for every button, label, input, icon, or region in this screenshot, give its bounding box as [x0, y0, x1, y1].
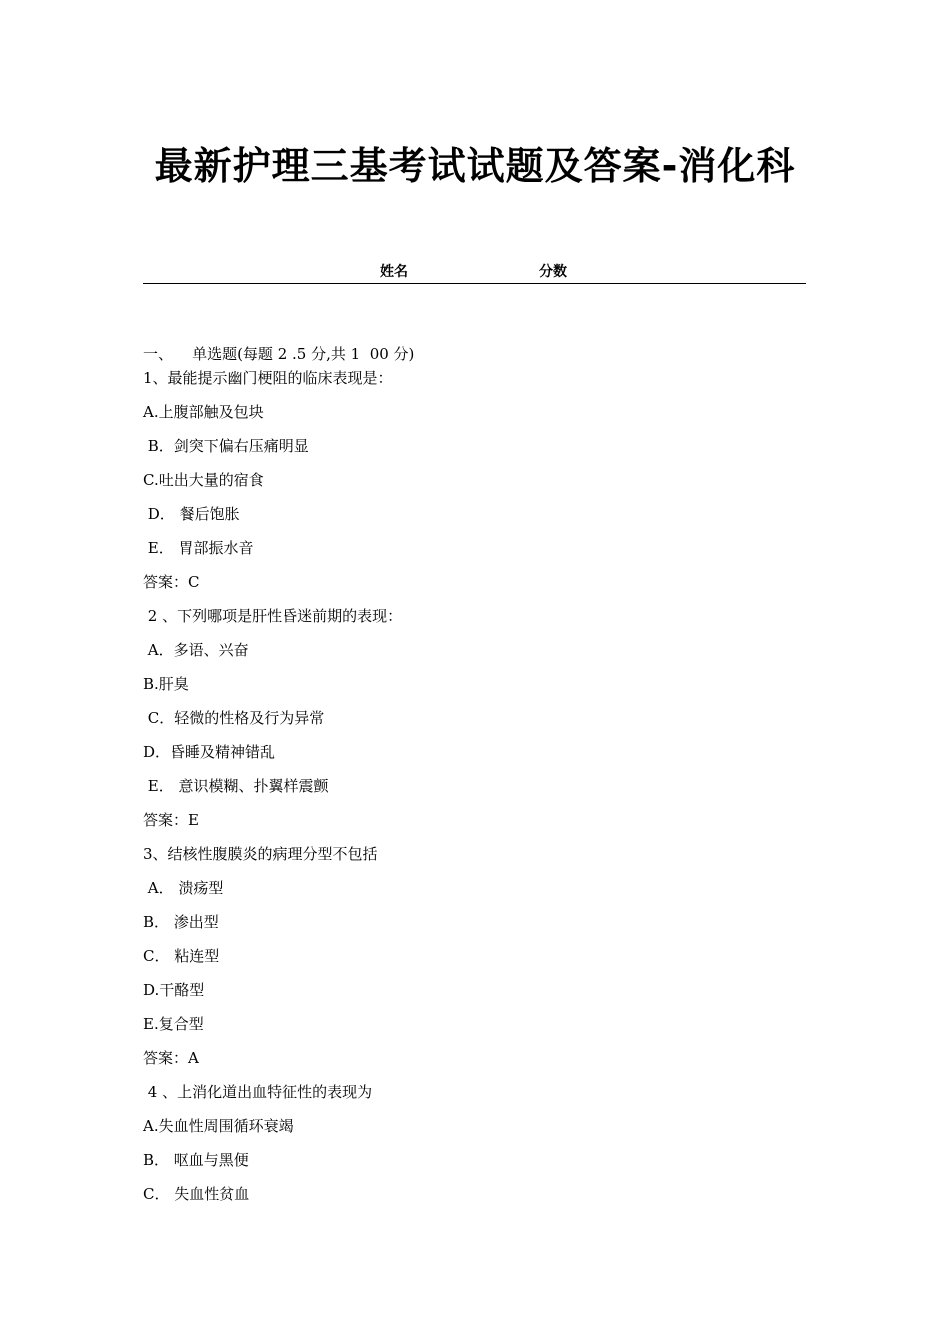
text-line: C． 粘连型 — [143, 947, 220, 965]
text-line: E.复合型 — [143, 1015, 204, 1033]
text-line: 答案：A — [143, 1049, 199, 1067]
text-line: E． 胃部振水音 — [143, 539, 254, 557]
text-line: C．轻微的性格及行为异常 — [143, 709, 325, 727]
text-line: B． 呕血与黑便 — [143, 1151, 249, 1169]
text-line: D．昏睡及精神错乱 — [143, 743, 276, 761]
text-line: 4 、上消化道出血特征性的表现为 — [143, 1083, 373, 1101]
document-title: 最新护理三基考试试题及答案-消化科 — [154, 144, 796, 188]
text-line: D.干酪型 — [143, 981, 205, 999]
text-line: B． 渗出型 — [143, 913, 219, 931]
text-line: E． 意识模糊、扑翼样震颤 — [143, 777, 329, 795]
text-line: C． 失血性贫血 — [143, 1185, 250, 1203]
text-line: B．剑突下偏右压痛明显 — [143, 437, 309, 455]
text-line: 答案：C — [143, 573, 200, 591]
score-label: 分数 — [539, 264, 567, 280]
section-heading: 一、 单选题(每题 2 .5 分,共 1 00 分) — [143, 345, 415, 363]
text-line: 答案：E — [143, 811, 199, 829]
question-content — [143, 343, 806, 1217]
name-label: 姓名 — [380, 264, 408, 280]
text-line: A.上腹部触及包块 — [143, 403, 264, 421]
text-line: A.失血性周围循环衰竭 — [143, 1117, 294, 1135]
text-line: A． 溃疡型 — [143, 879, 224, 897]
text-line: C.吐出大量的宿食 — [143, 471, 264, 489]
text-line: A．多语、兴奋 — [143, 641, 249, 659]
text-line: 3、结核性腹膜炎的病理分型不包括 — [143, 845, 378, 863]
text-line: 2 、下列哪项是肝性昏迷前期的表现： — [143, 607, 403, 625]
text-line: 1、最能提示幽门梗阻的临床表现是： — [143, 369, 393, 387]
text-line: D． 餐后饱胀 — [143, 505, 240, 523]
name-score-bar — [143, 258, 806, 284]
text-line: B.肝臭 — [143, 675, 189, 693]
